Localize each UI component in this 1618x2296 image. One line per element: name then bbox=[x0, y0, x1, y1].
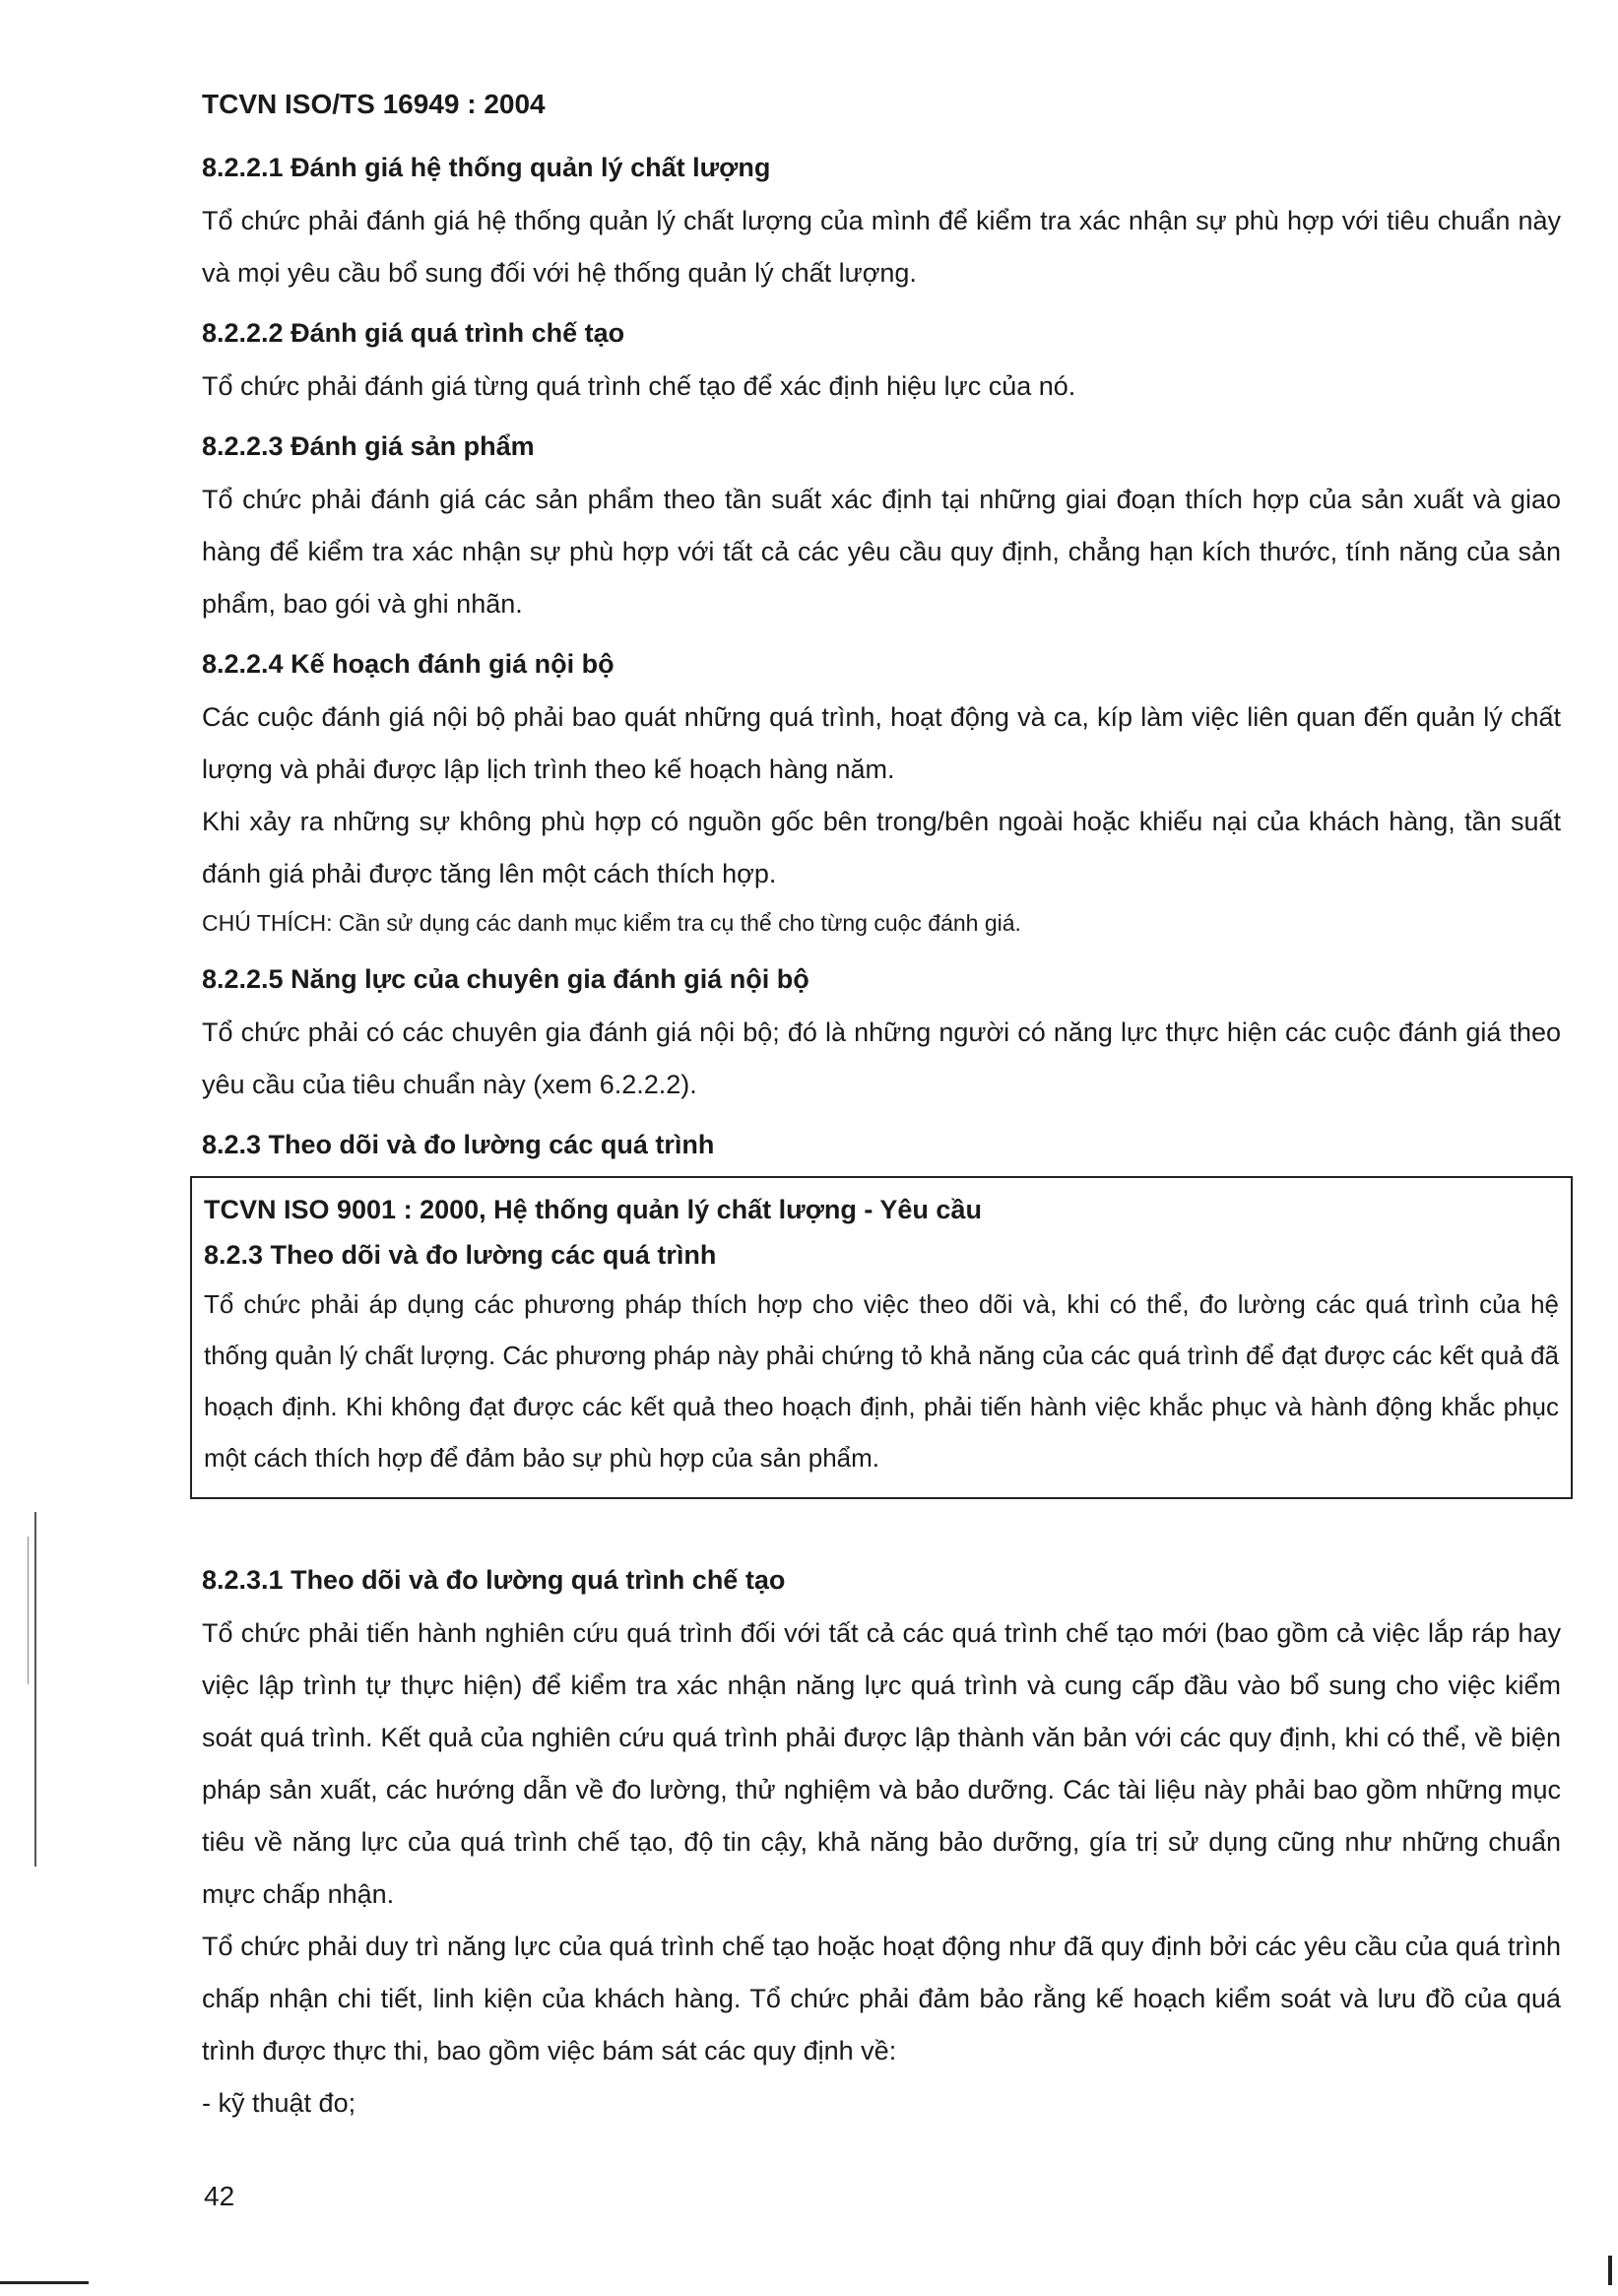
scan-edge-mark bbox=[1608, 2256, 1612, 2285]
section-heading-8-2-3: 8.2.3 Theo dõi và đo lường các quá trình bbox=[202, 1130, 715, 1159]
section-heading-8-2-3-1: 8.2.3.1 Theo dõi và đo lường quá trình chế tạo bbox=[202, 1565, 786, 1595]
paragraph: Tổ chức phải tiến hành nghiên cứu quá trình đối với tất cả các quá trình chế tạo mới (bao gồm cả việc lắp ráp hay việc lập trình tự thực hiện) để kiểm tra xác nhận năng lực quá trình và cung cấp đầu vào bổ sung cho việc kiểm soát quá trình. Kết quả của nghiên cứu quá trình phải được lập thành văn bản với các quy định, khi có thể, về biện pháp sản xuất, các hướng dẫn về đo lường, thử nghiệm và bảo dưỡng. Các tài liệu này phải bao gồm những mục tiêu về năng lực của quá trình chế tạo, độ tin cậy, khả năng bảo dưỡng, gía trị sử dụng cũng như những chuẩn mực chấp nhận. bbox=[202, 1618, 1561, 1909]
paragraph: Tổ chức phải có các chuyên gia đánh giá nội bộ; đó là những người có năng lực thực hiện các cuộc đánh giá theo yêu cầu của tiêu chuẩn này (xem 6.2.2.2). bbox=[202, 1017, 1561, 1099]
box-subtitle: 8.2.3 Theo dõi và đo lường các quá trình bbox=[204, 1240, 717, 1270]
note: CHÚ THÍCH: Cần sử dụng các danh mục kiểm tra cụ thể cho từng cuộc đánh giá. bbox=[202, 910, 1021, 936]
paragraph: Tổ chức phải đánh giá các sản phẩm theo tần suất xác định tại những giai đoạn thích hợp của sản xuất và giao hàng để kiểm tra xác nhận sự phù hợp với tất cả các yêu cầu quy định, chẳng hạn kích thước, tính năng của sản phẩm, bao gói và ghi nhãn. bbox=[202, 485, 1561, 619]
scan-corner-mark bbox=[0, 2265, 89, 2284]
box-paragraph: Tổ chức phải áp dụng các phương pháp thích hợp cho việc theo dõi và, khi có thể, đo lường các quá trình của hệ thống quản lý chất lượng. Các phương pháp này phải chứng tỏ khả năng của các quá trình để đạt được các kết quả đã hoạch định. Khi không đạt được các kết quả theo hoạch định, phải tiến hành việc khắc phục và hành động khắc phục một cách thích hợp để đảm bảo sự phù hợp của sản phẩm. bbox=[204, 1289, 1559, 1473]
document-header: TCVN ISO/TS 16949 : 2004 bbox=[202, 89, 546, 119]
document-page bbox=[202, 89, 1561, 2130]
paragraph: Khi xảy ra những sự không phù hợp có nguồn gốc bên trong/bên ngoài hoặc khiếu nại của khách hàng, tần suất đánh giá phải được tăng lên một cách thích hợp. bbox=[202, 807, 1561, 888]
section-heading-8-2-2-2: 8.2.2.2 Đánh giá quá trình chế tạo bbox=[202, 318, 625, 348]
paragraph: Tổ chức phải duy trì năng lực của quá trình chế tạo hoặc hoạt động như đã quy định bởi các yêu cầu của quá trình chấp nhận chi tiết, linh kiện của khách hàng. Tổ chức phải đảm bảo rằng kế hoạch kiểm soát và lưu đồ của quá trình được thực thi, bao gồm việc bám sát các quy định về: bbox=[202, 1932, 1561, 2066]
list-item: - kỹ thuật đo; bbox=[202, 2088, 356, 2118]
section-heading-8-2-2-5: 8.2.2.5 Năng lực của chuyên gia đánh giá nội bộ bbox=[202, 964, 809, 994]
page-number: 42 bbox=[204, 2181, 235, 2211]
scan-margin-line bbox=[34, 1512, 36, 1867]
box-title: TCVN ISO 9001 : 2000, Hệ thống quản lý chất lượng - Yêu cầu bbox=[204, 1195, 982, 1224]
section-heading-8-2-2-1: 8.2.2.1 Đánh giá hệ thống quản lý chất lượng bbox=[202, 153, 771, 182]
paragraph: Các cuộc đánh giá nội bộ phải bao quát những quá trình, hoạt động và ca, kíp làm việc liên quan đến quản lý chất lượng và phải được lập lịch trình theo kế hoạch hàng năm. bbox=[202, 702, 1561, 784]
scan-margin-line bbox=[28, 1537, 29, 1684]
paragraph: Tổ chức phải đánh giá từng quá trình chế tạo để xác định hiệu lực của nó. bbox=[202, 371, 1076, 401]
section-heading-8-2-2-3: 8.2.2.3 Đánh giá sản phẩm bbox=[202, 431, 535, 461]
quoted-standard-box bbox=[190, 1176, 1573, 1499]
paragraph: Tổ chức phải đánh giá hệ thống quản lý chất lượng của mình để kiểm tra xác nhận sự phù hợp với tiêu chuẩn này và mọi yêu cầu bổ sung đối với hệ thống quản lý chất lượng. bbox=[202, 206, 1561, 288]
section-heading-8-2-2-4: 8.2.2.4 Kế hoạch đánh giá nội bộ bbox=[202, 649, 615, 679]
